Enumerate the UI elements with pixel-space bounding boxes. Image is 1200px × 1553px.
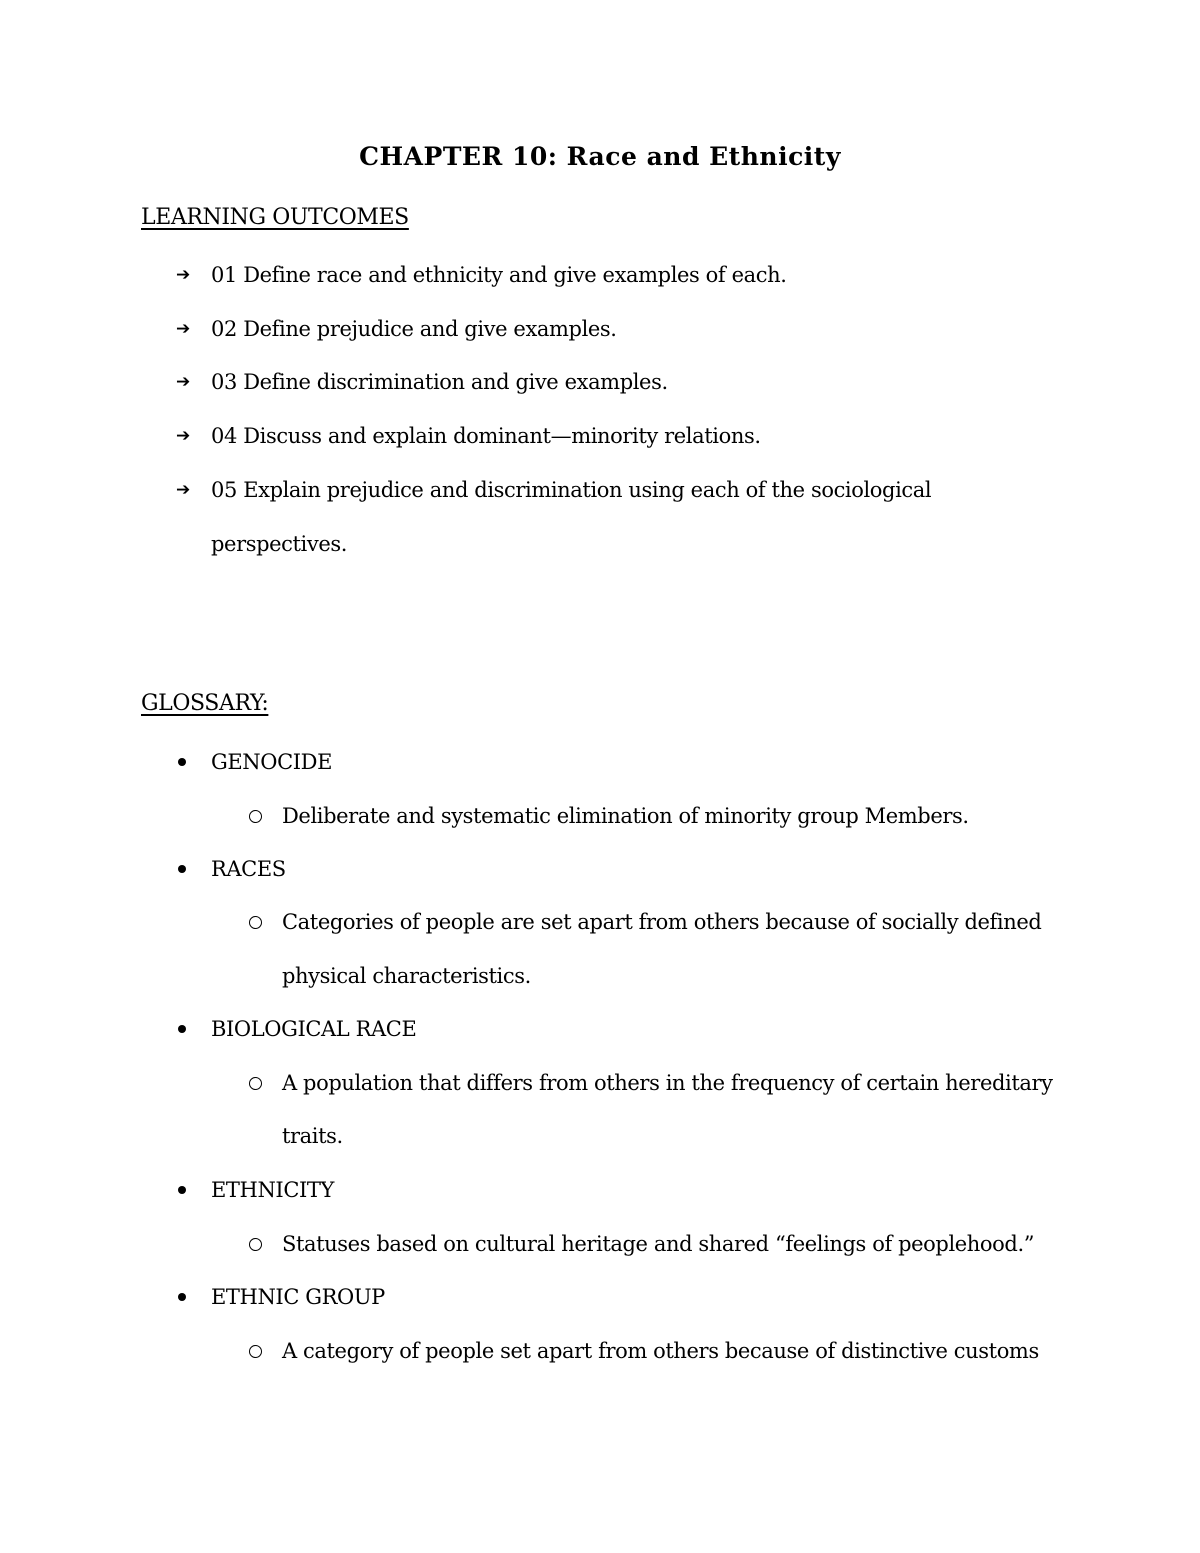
bullet-circle-icon [249,1345,262,1358]
arrow-right-icon: ➔ [176,480,190,500]
bullet-circle-icon [249,810,262,823]
glossary-heading: GLOSSARY: [141,691,269,716]
glossary-definition: A category of people set apart from others because of distinctive customs [282,1339,1039,1363]
bullet-dot-icon [178,758,186,766]
arrow-right-icon: ➔ [176,426,190,446]
arrow-right-icon: ➔ [176,319,190,339]
glossary-definition: Deliberate and systematic elimination of minority group Members. [282,804,969,828]
glossary-definition: Statuses based on cultural heritage and shared “feelings of peoplehood.” [282,1232,1035,1256]
bullet-dot-icon [178,1293,186,1301]
outcome-text: 02 Define prejudice and give examples. [211,317,617,341]
outcome-text: 05 Explain prejudice and discrimination using each of the sociological [211,478,932,502]
bullet-circle-icon [249,1238,262,1251]
glossary-definition-continuation: traits. [282,1124,343,1148]
outcome-text: 01 Define race and ethnicity and give examples of each. [211,263,787,287]
arrow-right-icon: ➔ [176,265,190,285]
arrow-right-icon: ➔ [176,372,190,392]
outcome-text: 03 Define discrimination and give examples. [211,370,668,394]
outcome-text-continuation: perspectives. [211,532,348,556]
bullet-dot-icon [178,1025,186,1033]
chapter-title: CHAPTER 10: Race and Ethnicity [359,142,841,171]
glossary-term: GENOCIDE [211,750,333,774]
learning-outcomes-heading: LEARNING OUTCOMES [141,205,409,230]
glossary-term: RACES [211,857,286,881]
bullet-circle-icon [249,1077,262,1090]
bullet-dot-icon [178,1186,186,1194]
glossary-term: BIOLOGICAL RACE [211,1017,417,1041]
glossary-definition: Categories of people are set apart from others because of socially defined [282,910,1042,934]
glossary-term: ETHNIC GROUP [211,1285,385,1309]
bullet-dot-icon [178,865,186,873]
bullet-circle-icon [249,916,262,929]
outcome-text: 04 Discuss and explain dominant—minority relations. [211,424,761,448]
glossary-definition: A population that differs from others in the frequency of certain hereditary [282,1071,1053,1095]
glossary-term: ETHNICITY [211,1178,334,1202]
glossary-definition-continuation: physical characteristics. [282,964,531,988]
